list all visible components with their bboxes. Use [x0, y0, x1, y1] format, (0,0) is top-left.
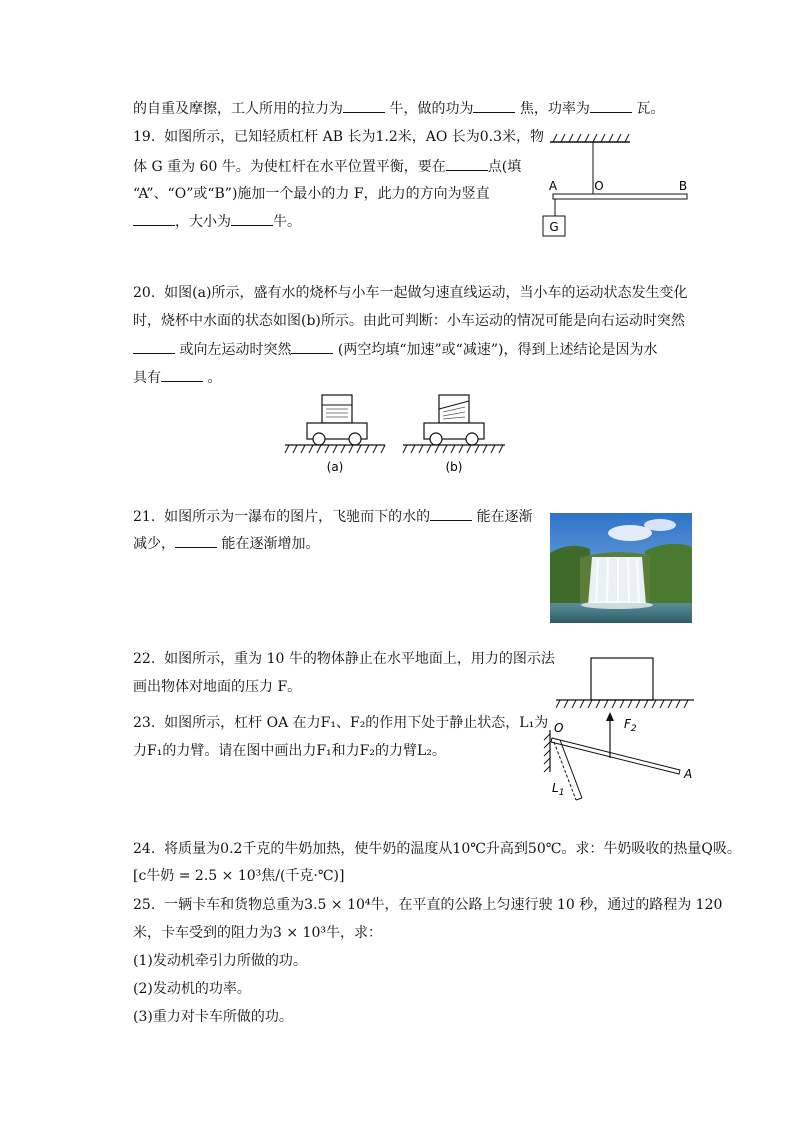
q20-line-2: 时，烧杯中水面的状态如图(b)所示。由此可判断：小车运动的情况可能是向右运动时突然 [133, 313, 685, 329]
lever-oa-figure [540, 712, 700, 810]
answer-blank[interactable] [343, 98, 385, 113]
q25-sub-2: (2)发动机的功率。 [133, 981, 251, 997]
label-a: A [548, 179, 558, 193]
question-number: 23. [133, 715, 156, 731]
wheel [430, 433, 442, 445]
q21-line-2: 减少， 能在逐渐增加。 [133, 533, 319, 554]
label-o: O [554, 721, 564, 735]
q25-sub-1: (1)发动机牵引力所做的功。 [133, 953, 307, 969]
label-a: A [684, 767, 693, 781]
q20-line-3: 或向左运动时突然 (两空均填“加速”或“减速”)，得到上述结论是因为水 [133, 339, 657, 360]
q23-line-1: 23. 如图所示，杠杆 OA 在力F₁、F₂的作用下处于静止状态，L₁为 [133, 715, 549, 731]
force-f2-arrowhead [606, 712, 614, 721]
q25-line-2: 米，卡车受到的阻力为3 × 10³牛，求： [133, 925, 382, 941]
wheel [313, 433, 325, 445]
question-number: 19. [133, 129, 156, 145]
ceiling-hatch [553, 134, 629, 142]
block [591, 658, 653, 700]
label-b: B [678, 179, 688, 193]
answer-blank[interactable] [133, 211, 175, 226]
q21-line-1: 21. 如图所示为一瀑布的图片，飞驰而下的水的 能在逐渐 [133, 506, 533, 527]
lever-bar [553, 194, 687, 199]
answer-blank[interactable] [231, 211, 273, 226]
question-number: 22. [133, 651, 156, 667]
question-number: 21. [133, 509, 156, 525]
q24-line-2: [c牛奶 = 2.5 × 10³焦/(千克·℃)] [133, 868, 345, 884]
q19-line-4: ，大小为 牛。 [133, 211, 301, 232]
q25-sub-3: (3)重力对卡车所做的功。 [133, 1009, 293, 1025]
q20-line-4: 具有 。 [133, 367, 221, 388]
answer-blank[interactable] [133, 339, 175, 354]
answer-blank[interactable] [430, 506, 472, 521]
q19-line-1: 19. 如图所示，已知轻质杠杆 AB 长为1.2米，AO 长为0.3米，物 [133, 129, 545, 145]
label-g: G [549, 220, 559, 234]
answer-blank[interactable] [161, 367, 203, 382]
answer-blank[interactable] [590, 98, 632, 113]
caption-a: (a) [326, 460, 344, 474]
cart-b [403, 395, 505, 474]
answer-blank[interactable] [446, 156, 488, 171]
q19-line-2: 体 G 重为 60 牛。为使杠杆在水平位置平衡，要在 点(填 [133, 156, 521, 177]
label-l1: $L_1$ [552, 781, 565, 798]
q22-line-1: 22. 如图所示，重为 10 牛的物体静止在水平地面上，用力的图示法 [133, 651, 555, 667]
lever-figure [535, 130, 695, 245]
block-figure [556, 656, 696, 711]
q20-line-1: 20. 如图(a)所示，盛有水的烧杯与小车一起做匀速直线运动，当小车的运动状态发生变化 [133, 285, 688, 301]
question-number: 20. [133, 285, 156, 301]
q22-line-2: 画出物体对地面的压力 F。 [133, 679, 302, 695]
wheel [466, 433, 478, 445]
q23-line-2: 力F₁的力臂。请在图中画出力F₁和力F₂的力臂L₂。 [133, 743, 446, 759]
caption-b: (b) [445, 460, 463, 474]
answer-blank[interactable] [291, 339, 333, 354]
question-number: 25. [133, 897, 156, 913]
label-o: O [594, 179, 604, 193]
q18-line: 的自重及摩擦，工人所用的拉力为 牛，做的功为 焦，功率为 瓦。 [133, 98, 664, 119]
cart-figure [283, 387, 508, 477]
answer-blank[interactable] [473, 98, 515, 113]
q24-line-1: 24. 将质量为0.2千克的牛奶加热，使牛奶的温度从10℃升高到50℃。求：牛奶吸收的热量Q吸。 [133, 841, 741, 857]
q19-line-3: “A”、“O”或“B”)施加一个最小的力 F，此力的方向为竖直 [133, 186, 490, 202]
cart-a [285, 395, 385, 474]
answer-blank[interactable] [175, 533, 217, 548]
wheel [349, 433, 361, 445]
waterfall-photo [550, 513, 692, 623]
q25-line-1: 25. 一辆卡车和货物总重为3.5 × 10⁴牛，在平直的公路上匀速行驶 10 秒，通过的路程为 120 [133, 897, 723, 913]
question-number: 24. [133, 841, 156, 857]
label-f2: $F_2$ [624, 717, 637, 734]
